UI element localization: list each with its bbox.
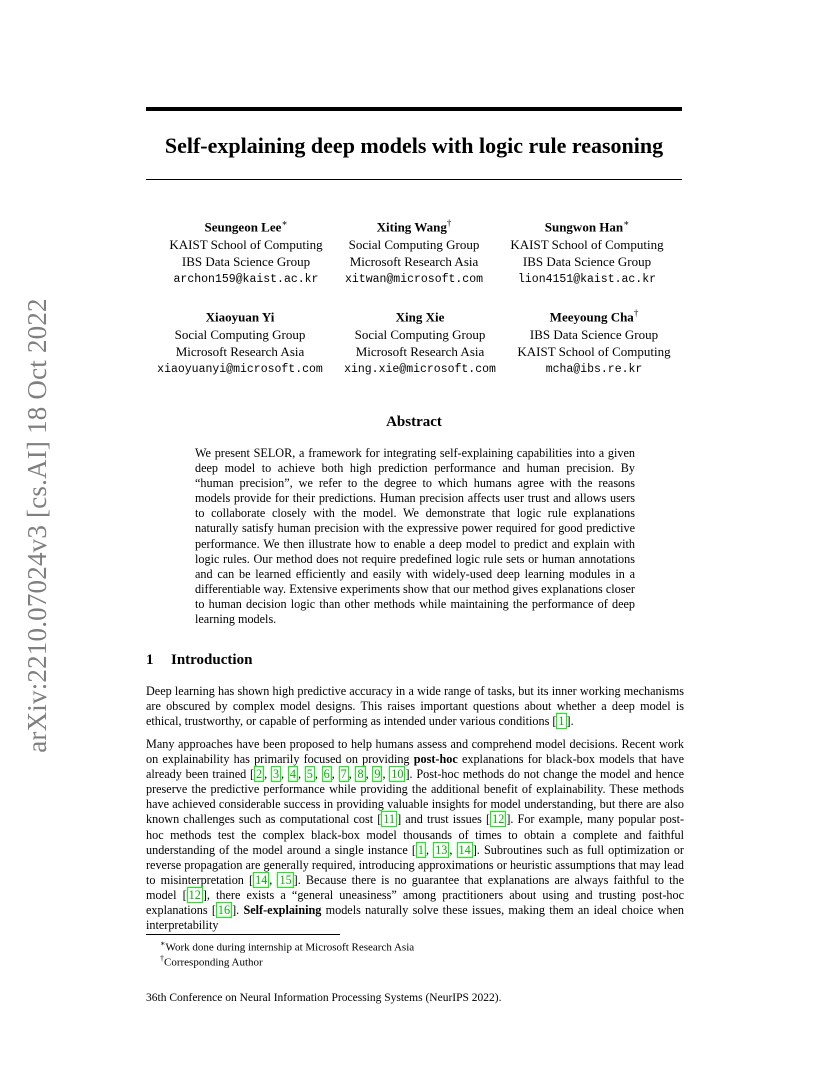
author-block <box>314 215 514 288</box>
arxiv-identifier-text: arXiv:2210.07024v3 [cs.AI] 18 Oct 2022 <box>21 297 52 753</box>
author-affiliation: Social Computing Group <box>174 326 306 342</box>
title-top-rule <box>146 107 682 111</box>
emphasis-self-explaining: Self-explaining <box>243 903 322 918</box>
author-affiliation: Microsoft Research Asia <box>349 254 479 270</box>
author-name: Xing Xie <box>395 309 445 325</box>
footnote-text: Corresponding Author <box>164 956 263 969</box>
author-affiliation: IBS Data Science Group <box>522 254 652 270</box>
author-affiliation: Social Computing Group <box>348 236 480 252</box>
abstract-body <box>195 446 635 627</box>
conference-note: 36th Conference on Neural Information Processing Systems (NeurIPS 2022). <box>146 992 502 1004</box>
author-affiliation: Microsoft Research Asia <box>175 344 305 360</box>
citation-link[interactable]: 1 <box>558 714 565 729</box>
citation-link[interactable]: 1 <box>417 842 425 857</box>
author-block <box>320 305 520 378</box>
section-number: 1 <box>146 652 154 668</box>
footnote-text: Work done during internship at Microsoft Research Asia <box>165 941 415 954</box>
citation-link[interactable]: 6 <box>323 767 330 782</box>
citation-link[interactable]: 3 <box>272 767 280 782</box>
author-affiliation: IBS Data Science Group <box>181 254 311 270</box>
citation-link[interactable]: 5 <box>306 767 313 782</box>
footnote <box>160 952 263 970</box>
citation-link[interactable]: 13 <box>435 842 448 857</box>
footnote-mark: † <box>160 954 164 963</box>
author-email: xitwan@microsoft.com <box>344 272 484 286</box>
author-block <box>494 305 694 378</box>
author-affiliation: IBS Data Science Group <box>529 326 659 342</box>
author-email: mcha@ibs.re.kr <box>545 362 643 376</box>
author-name: Sungwon Han∗ <box>544 218 630 235</box>
author-email: xiaoyuanyi@microsoft.com <box>157 362 323 376</box>
citation-link[interactable]: 14 <box>255 872 268 887</box>
emphasis-post-hoc: post-hoc <box>413 752 458 767</box>
abstract-text: We present SELOR, a framework for integrating self-explaining capabilities into a given deep model to achieve both high prediction performance and human precision. By “human precision”, we refer to the degree to which humans agree with the reasons models provide for their predictions. Human precision affects user trust and allows users to collaborate closely with the model. We demonstrate that logic rule explanations naturally satisfy human precision with the expressive power required for good predictive performance. We then illustrate how to enable a deep model to predict and explain with logic rules. Our method does not require predefined logic rule sets or human annotations and can be learned efficiently and easily with widely-used deep learning modules in a differentiable way. Extensive experiments show that our method gives explanations closer to human decision logic than other methods while maintaining the performance of deep learning models. <box>195 446 635 627</box>
citation-link[interactable]: 12 <box>492 812 505 827</box>
section-heading <box>146 650 682 670</box>
citation-link[interactable]: 12 <box>188 887 201 902</box>
author-name: Xiaoyuan Yi <box>205 309 275 325</box>
arxiv-identifier <box>19 290 55 760</box>
intro-paragraph-1: Deep learning has shown high predictive accuracy in a wide range of tasks, but its inner working mechanisms are obscured by complex model designs. This raises important questions about whether a deep model is ethical, trustworthy, or capable of performing as intended under various conditions [ 1 ]. <box>146 684 684 729</box>
citation-link[interactable]: 15 <box>279 872 292 887</box>
citation-link[interactable]: 9 <box>374 767 381 782</box>
author-block <box>140 305 340 378</box>
footnote-mark: ∗ <box>160 939 166 948</box>
author-email: archon159@kaist.ac.kr <box>173 272 319 286</box>
footnote-rule <box>146 934 340 935</box>
abstract-heading: Abstract <box>386 414 442 430</box>
citation-link[interactable]: 7 <box>340 767 347 782</box>
citation-link[interactable]: 8 <box>357 767 364 782</box>
citation-link[interactable]: 4 <box>289 767 296 782</box>
author-name: Seungeon Lee∗ <box>204 218 288 235</box>
author-affiliation: KAIST School of Computing <box>169 236 323 252</box>
title-bottom-rule <box>146 179 682 180</box>
intro-paragraph-2: Many approaches have been proposed to help humans assess and comprehend model decisions. Recent work on explainability has primarily focused on providing post-hoc explanations for black-box models that have already been trained [ 2 , 3 , 4 , 5 , 6 , 7 , 8 , 9 , 10 ]. Post-hoc methods do not change the model and hence preserve the predictive performance while providing the additional benefit of explainability. These methods have achieved considerable success in providing valuable insights for model understanding, but there are also known challenges such as computational cost [ 11 ] and trust issues [ 12 ]. For example, many popular post-hoc methods test the complex black-box model thousands of times to obtain a complete and faithful understanding of the model around a single instance [ 1 , 13 , 14 ]. Subroutines such as full optimization or reverse propagation are generally required, introducing approximations or heuristic assumptions that may lead to misinterpretation [ 14 , 15 ]. Because there is no guarantee that explanations are always faithful to the model [ 12 ], there exists a “general uneasiness” among practitioners about using and trusting post-hoc explanations [ 16 ]. Self-explaining models naturally solve these issues, making them an ideal choice when interpretability <box>146 737 685 933</box>
section-title: Introduction <box>171 652 253 668</box>
author-name: Xiting Wang† <box>376 218 452 235</box>
paper-title: Self-explaining deep models with logic rule reasoning <box>164 133 664 158</box>
author-email: lion4151@kaist.ac.kr <box>517 272 657 286</box>
author-block <box>487 215 687 288</box>
author-name: Meeyoung Cha† <box>549 308 639 325</box>
citation-link[interactable]: 16 <box>217 903 231 918</box>
author-email: xing.xie@microsoft.com <box>344 362 496 376</box>
author-affiliation: Microsoft Research Asia <box>355 344 485 360</box>
citation-link[interactable]: 2 <box>256 767 263 782</box>
citation-link[interactable]: 14 <box>458 842 471 857</box>
citation-link[interactable]: 10 <box>391 767 404 782</box>
author-affiliation: Social Computing Group <box>354 326 486 342</box>
author-affiliation: KAIST School of Computing <box>517 344 671 360</box>
author-affiliation: KAIST School of Computing <box>510 236 664 252</box>
citation-link[interactable]: 11 <box>383 812 396 827</box>
